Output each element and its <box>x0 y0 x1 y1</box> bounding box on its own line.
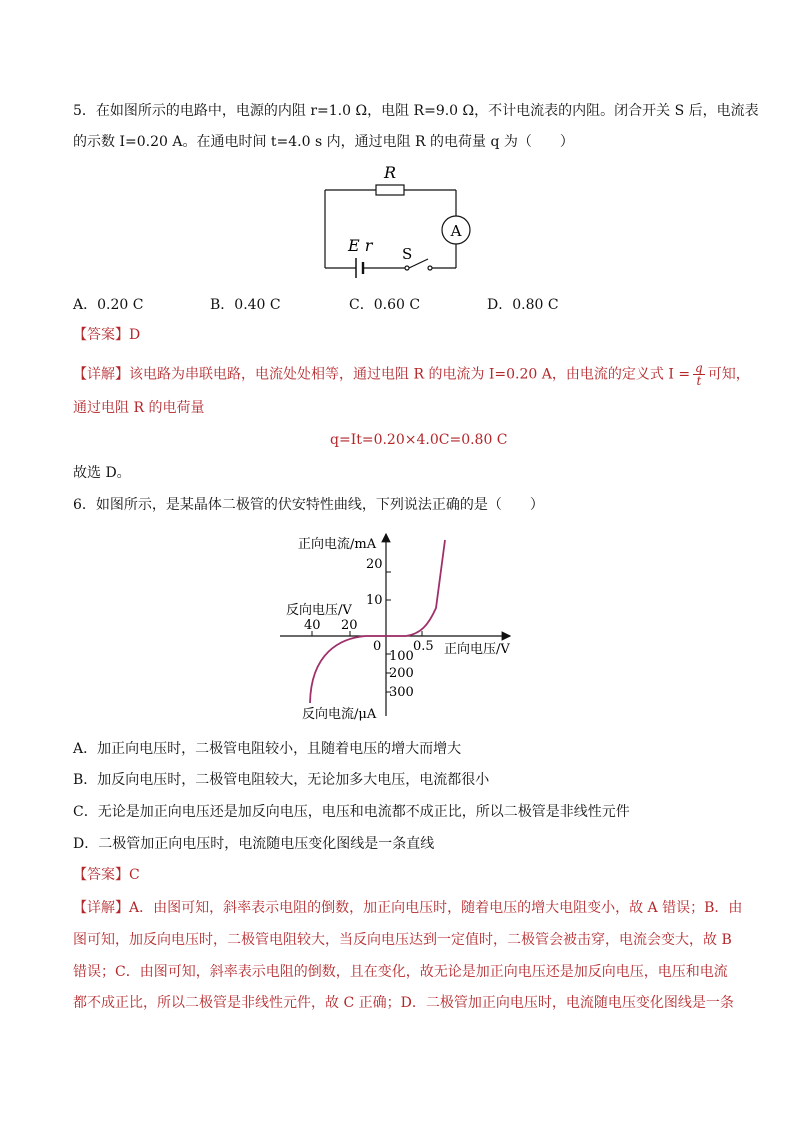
q5-detail-line2: 通过电阻 R 的电荷量 <box>73 400 205 416</box>
q5-stem-line1: 5．在如图所示的电路中，电源的内阻 r=1.0 Ω，电阻 R=9.0 Ω，不计电流表的内阻。闭合开关 S 后，电流表 <box>73 103 759 119</box>
x-tick-0-5: 0.5 <box>413 639 434 654</box>
y-tick-300: 300 <box>389 685 414 700</box>
y-tick-10: 10 <box>366 593 383 608</box>
resistor-symbol <box>376 185 404 195</box>
fraction-q-over-t: $\frac{q}{t}$ <box>695 361 703 388</box>
q5-conclusion: 故选 D。 <box>73 465 131 481</box>
q5-stem-line2: 的示数 I=0.20 A。在通电时间 t=4.0 s 内，通过电阻 R 的电荷量 q 为（ ） <box>73 134 574 150</box>
ammeter-label: A <box>450 222 462 240</box>
answer-tag: 【答案】 <box>73 327 129 343</box>
y-bottom-label: 反向电流/μA <box>302 707 377 722</box>
q5-option-c: C．0.60 C <box>349 297 421 313</box>
q5-detail-line1: 【详解】该电路为串联电路，电流处处相等，通过电阻 R 的电流为 I=0.20 A，由电流的定义式 I = $\frac{q}{t}$ 可知， <box>73 361 750 388</box>
q5-option-a: A．0.20 C <box>73 297 144 313</box>
q6-detail-line4: 都不成正比，所以二极管是非线性元件，故 C 正确；D．二极管加正向电压时，电流随电压变化图线是一条 <box>73 995 734 1011</box>
q5-formula: q=It=0.20×4.0C=0.80 C <box>330 432 508 448</box>
origin-label: 0 <box>373 639 382 654</box>
q6-option-b: B．加反向电压时，二极管电阻较大，无论加多大电压，电流都很小 <box>73 772 490 788</box>
q5-answer-line <box>73 326 140 344</box>
q6-stem: 6．如图所示，是某晶体二极管的伏安特性曲线，下列说法正确的是（ ） <box>73 497 544 513</box>
answer-tag: 【答案】 <box>73 867 129 883</box>
q6-option-c: C．无论是加正向电压还是加反向电压，电压和电流都不成正比，所以二极管是非线性元件 <box>73 804 630 820</box>
q6-detail-line1: 【详解】A．由图可知，斜率表示电阻的倒数，加正向电压时，随着电压的增大电阻变小，故 A 错误；B．由 <box>73 900 743 916</box>
x-tick-20: 20 <box>341 618 358 633</box>
circuit-diagram <box>310 158 480 278</box>
switch-label: S <box>402 245 413 263</box>
x-left-label: 反向电压/V <box>286 603 352 618</box>
q6-detail-line2: 图可知，加反向电压时，二极管电阻较大，当反向电压达到一定值时，二极管会被击穿，电流会变大，故 B <box>73 932 732 948</box>
q6-option-a: A．加正向电压时，二极管电阻较小，且随着电压的增大而增大 <box>73 741 462 757</box>
detail-tag: 【详解】 <box>73 900 129 916</box>
diode-iv-graph <box>270 528 530 723</box>
source-label: E r <box>348 236 373 255</box>
x-tick-40: 40 <box>304 618 321 633</box>
y-top-label: 正向电流/mA <box>298 537 377 552</box>
q5-answer: D <box>129 327 141 343</box>
y-tick-100: 100 <box>389 649 414 664</box>
y-tick-20: 20 <box>366 557 383 572</box>
detail-tag: 【详解】 <box>73 366 129 383</box>
x-right-label: 正向电压/V <box>444 642 510 657</box>
resistor-label: R <box>383 163 397 182</box>
y-tick-200: 200 <box>389 666 414 681</box>
q6-answer-line <box>73 866 140 884</box>
q6-option-d: D．二极管加正向电压时，电流随电压变化图线是一条直线 <box>73 836 435 852</box>
q5-option-d: D．0.80 C <box>487 297 559 313</box>
q6-detail-line3: 错误；C．由图可知，斜率表示电阻的倒数，且在变化，故无论是加正向电压还是加反向电压，电压和电流 <box>73 964 728 980</box>
q6-answer: C <box>129 867 140 883</box>
q5-option-b: B．0.40 C <box>210 297 281 313</box>
